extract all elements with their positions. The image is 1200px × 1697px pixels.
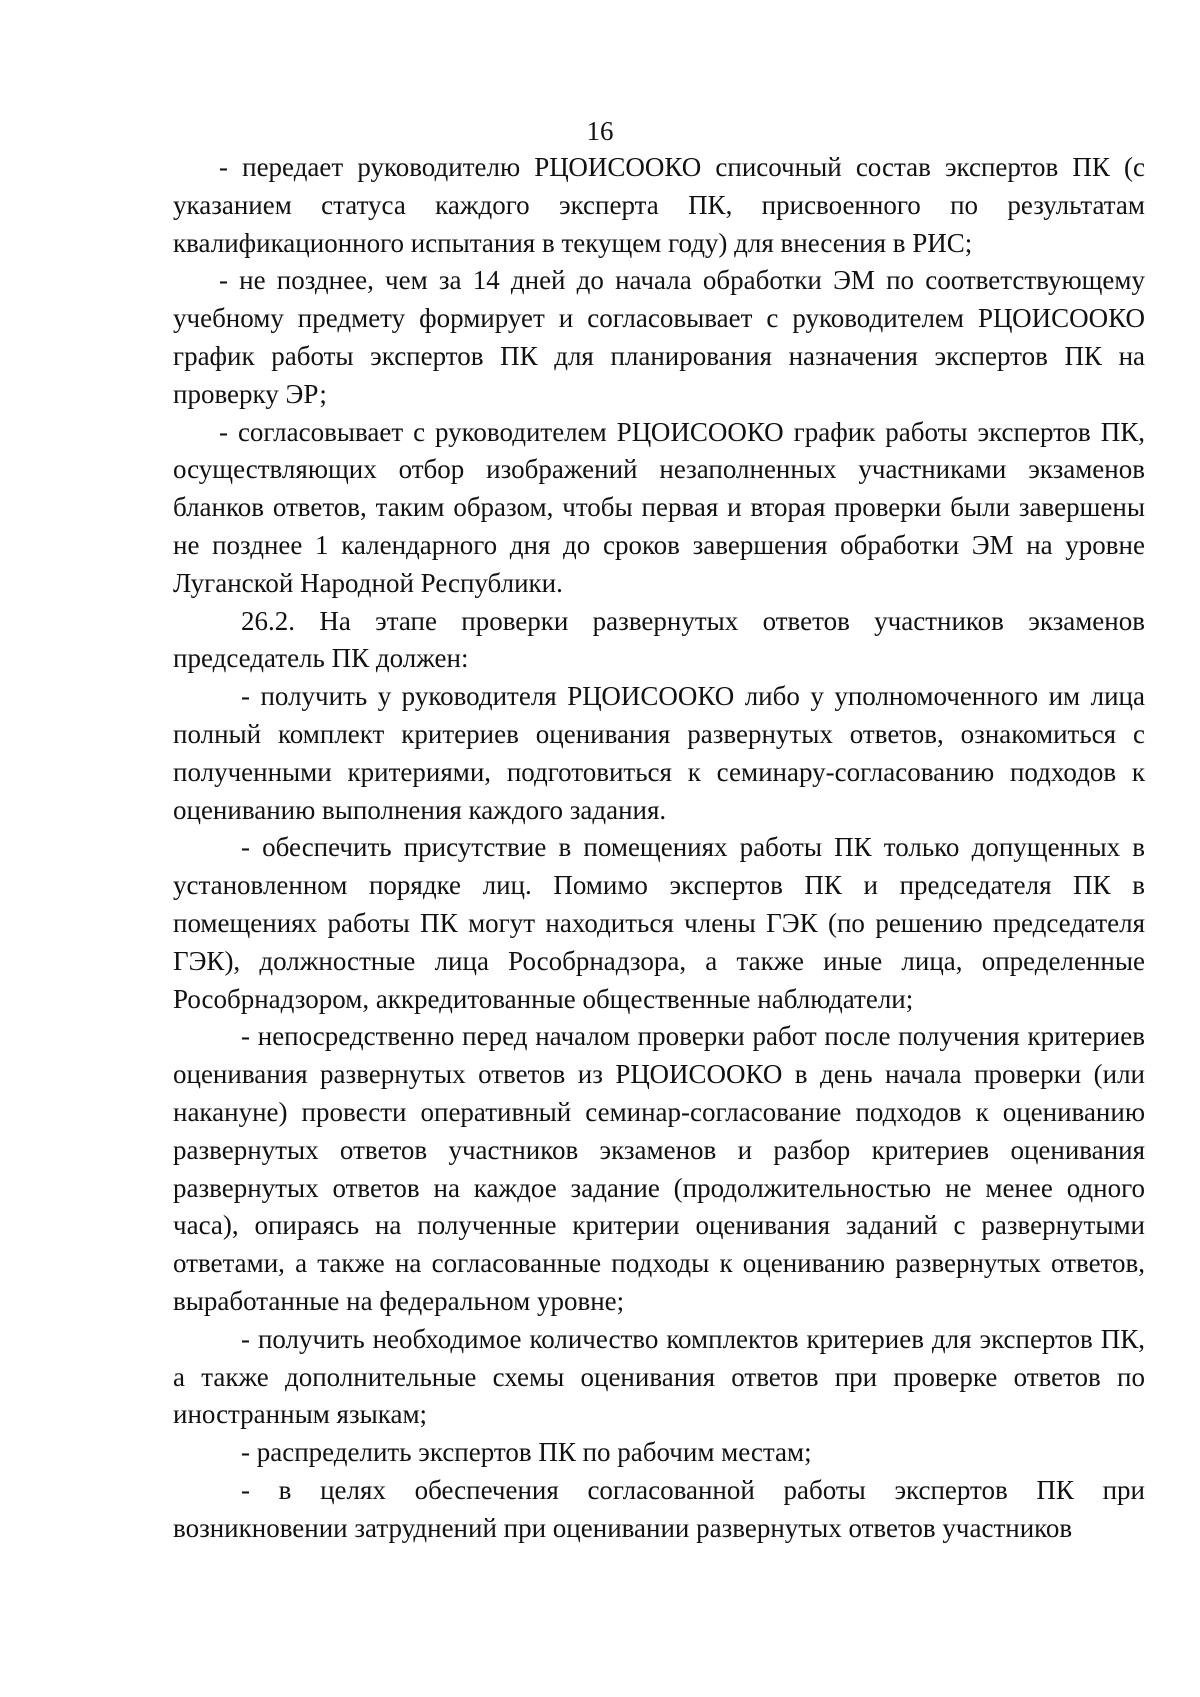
paragraph-7: - непосредственно перед началом проверки работ после получения критериев оценивания развернутых ответов из РЦОИСООКО в день начала проверки (или накануне) провести оперативный семинар-согласование подходов к оцениванию развернутых ответов участников экзаменов и разбор критериев оценивания развернутых ответов на каждое задание (продолжительностью не менее одного часа), опираясь на полученные критерии оценивания заданий с развернутыми ответами, а также на согласованные подходы к оцениванию развернутых ответов, выработанные на федеральном уровне;: [173, 1021, 1145, 1316]
paragraph-2: - не позднее, чем за 14 дней до начала обработки ЭМ по соответствующему учебному предмету формирует и согласовывает с руководителем РЦОИСООКО график работы экспертов ПК для планирования назначения экспертов ПК на проверку ЭР;: [173, 265, 1145, 409]
paragraph-1: - передает руководителю РЦОИСООКО списочный состав экспертов ПК (с указанием статуса каждого эксперта ПК, присвоенного по результатам квалификационного испытания в текущем году) для внесения в РИС;: [173, 152, 1145, 258]
paragraph-9: - распределить экспертов ПК по рабочим местам;: [241, 1437, 812, 1468]
paragraph-3: - согласовывает с руководителем РЦОИСООКО график работы экспертов ПК, осуществляющих отбор изображений незаполненных участниками экзаменов бланков ответов, таким образом, чтобы первая и вторая проверки были завершены не позднее 1 календарного дня до сроков завершения обработки ЭМ на уровне Луганской Народной Республики.: [173, 416, 1145, 598]
paragraph-4-section-26-2: 26.2. На этапе проверки развернутых ответов участников экзаменов председатель ПК должен:: [173, 605, 1145, 674]
page-number: 16: [586, 116, 614, 146]
paragraph-5: - получить у руководителя РЦОИСООКО либо у уполномоченного им лица полный комплект критериев оценивания развернутых ответов, ознакомиться с полученными критериями, подготовиться к семинару-согласованию подходов к оцениванию выполнения каждого задания.: [173, 681, 1145, 825]
paragraph-10: - в целях обеспечения согласованной работы экспертов ПК при возникновении затруднений при оценивании развернутых ответов участников: [173, 1474, 1145, 1543]
paragraph-6: - обеспечить присутствие в помещениях работы ПК только допущенных в установленном порядке лиц. Помимо экспертов ПК и председателя ПК в помещениях работы ПК могут находиться члены ГЭК (по решению председателя ГЭК), должностные лица Рособрнадзора, а также иные лица, определенные Рособрнадзором, аккредитованные общественные наблюдатели;: [173, 832, 1145, 1014]
document-body: [173, 149, 1145, 1547]
paragraph-8: - получить необходимое количество комплектов критериев для экспертов ПК, а также дополнительные схемы оценивания ответов при проверке ответов по иностранным языкам;: [173, 1323, 1145, 1430]
